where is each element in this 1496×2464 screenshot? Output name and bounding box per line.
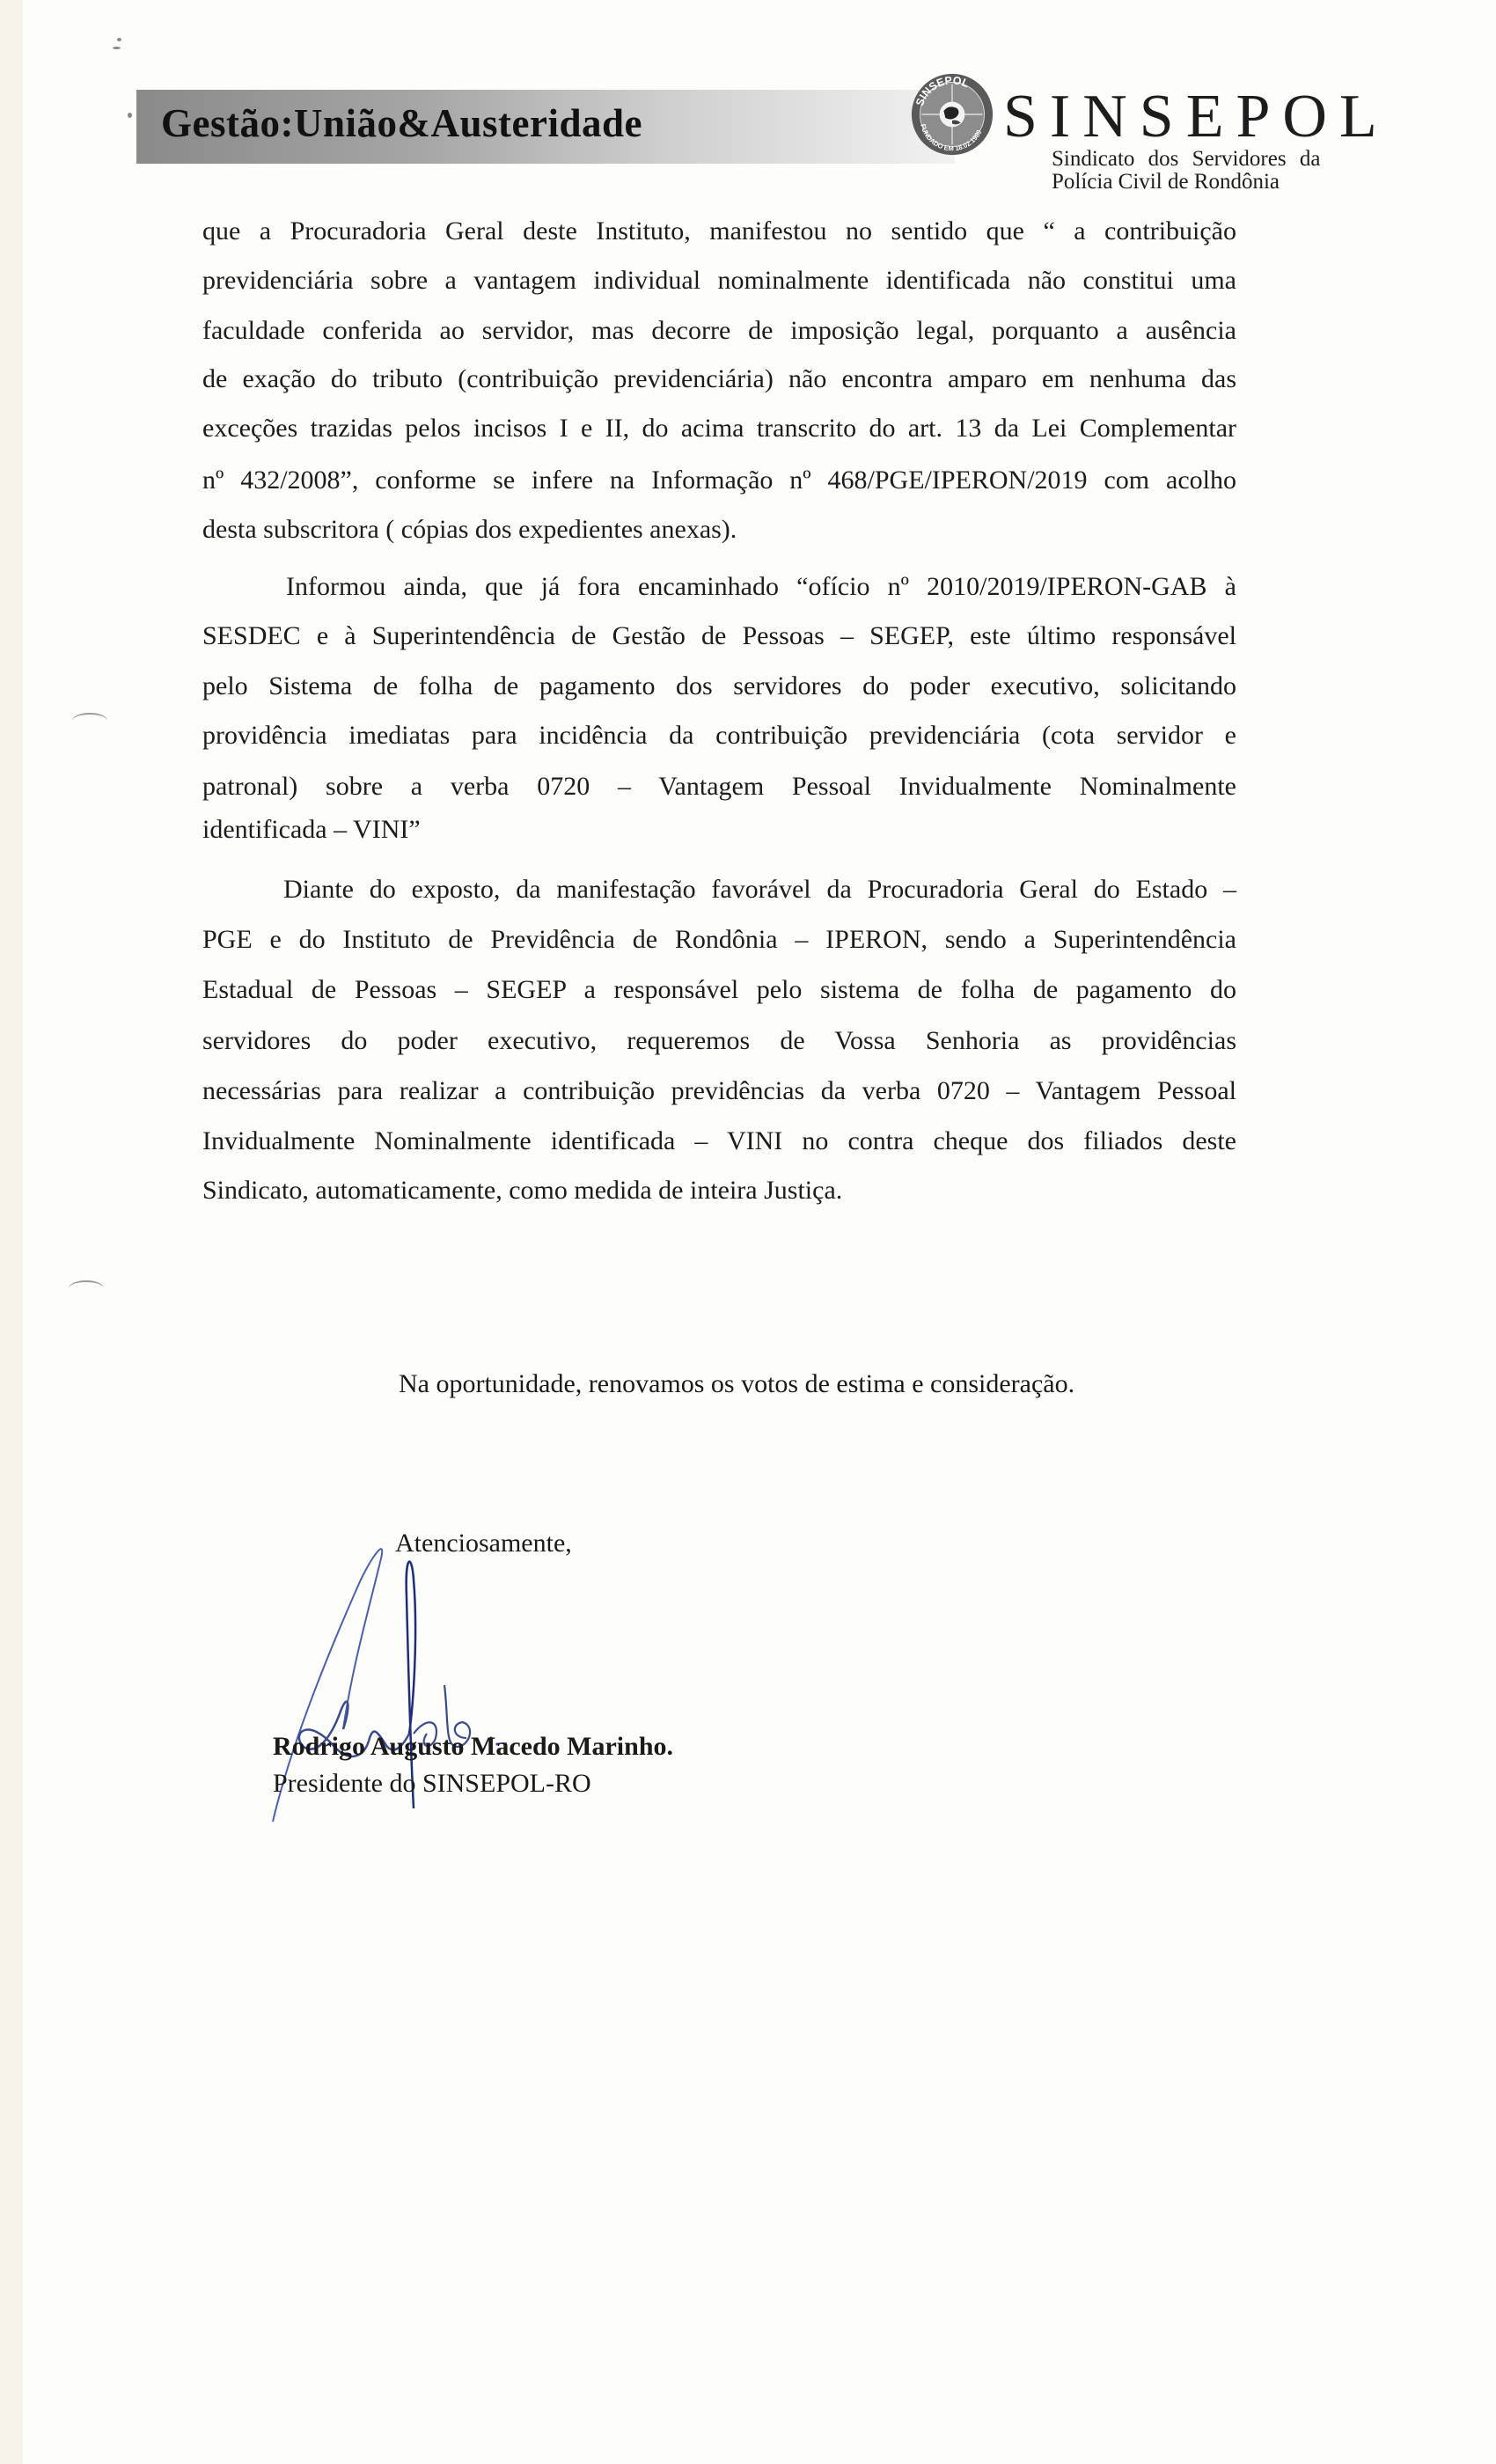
body-line: servidores do poder executivo, requeremos de Vossa Senhoria as providências [202,1026,1236,1055]
body-line: providência imediatas para incidência da contribuição previdenciária (cota servidor e [202,721,1236,750]
scan-edge [0,0,23,2464]
body-line: desta subscritora ( cópias dos expedientes anexas). [202,515,737,544]
body-line: pelo Sistema de folha de pagamento dos servidores do poder executivo, solicitando [202,671,1236,700]
signatory-title: Presidente do SINSEPOL-RO [273,1769,591,1798]
body-line: de exação do tributo (contribuição previdenciária) não encontra amparo em nenhuma das [202,364,1236,393]
signatory-name: Rodrigo Augusto Macedo Marinho. [273,1732,674,1761]
punch-hole-mark [69,1280,104,1296]
body-line: Invidualmente Nominalmente identificada – VINI no contra cheque dos filiados deste [202,1126,1236,1155]
scan-speck [117,38,121,41]
body-line: patronal) sobre a verba 0720 – Vantagem Pessoal Invidualmente Nominalmente [202,772,1236,801]
svg-text:SINSEPOL: SINSEPOL [913,74,972,108]
body-line: previdenciária sobre a vantagem individual nominalmente identificada não constitui uma [202,266,1236,295]
body-line: SESDEC e à Superintendência de Gestão de Pessoas – SEGEP, este último responsável [202,621,1236,650]
svg-text:FUNDADO EM 18.02.1989: FUNDADO EM 18.02.1989 [919,122,984,153]
scan-speck [128,113,132,118]
salutation: Atenciosamente, [395,1529,572,1558]
body-line: Informou ainda, que já fora encaminhado “ofício nº 2010/2019/IPERON-GAB à [286,572,1236,601]
body-line: identificada – VINI” [202,815,421,844]
body-line: que a Procuradoria Geral deste Instituto, manifestou no sentido que “ a contribuição [202,216,1236,246]
header-banner-text: Gestão:União&Austeridade [161,101,642,145]
brand-name: SINSEPOL [1003,83,1390,150]
body-line: necessárias para realizar a contribuição previdências da verba 0720 – Vantagem Pessoal [202,1076,1236,1105]
brand-subtitle-line1: Sindicato dos Servidores da [1052,147,1321,171]
body-line: PGE e do Instituto de Previdência de Rondônia – IPERON, sendo a Superintendência [202,925,1236,954]
body-line: Estadual de Pessoas – SEGEP a responsável pelo sistema de folha de pagamento do [202,975,1236,1004]
body-line: Diante do exposto, da manifestação favorável da Procuradoria Geral do Estado – [283,875,1236,904]
brand-subtitle-line2: Polícia Civil de Rondônia [1052,170,1280,194]
brand-subtitle [1052,148,1320,194]
scan-speck [113,47,121,49]
body-line: nº 432/2008”, conforme se infere na Informação nº 468/PGE/IPERON/2019 com acolho [202,466,1236,495]
body-line: exceções trazidas pelos incisos I e II, do acima transcrito do art. 13 da Lei Complementar [202,414,1236,443]
sinsepol-seal-logo [910,72,994,157]
closing-line: Na oportunidade, renovamos os votos de estima e consideração. [399,1369,1075,1398]
punch-hole-mark [72,713,107,729]
body-line: Sindicato, automaticamente, como medida de inteira Justiça. [202,1176,843,1205]
body-line: faculdade conferida ao servidor, mas decorre de imposição legal, porquanto a ausência [202,316,1236,345]
